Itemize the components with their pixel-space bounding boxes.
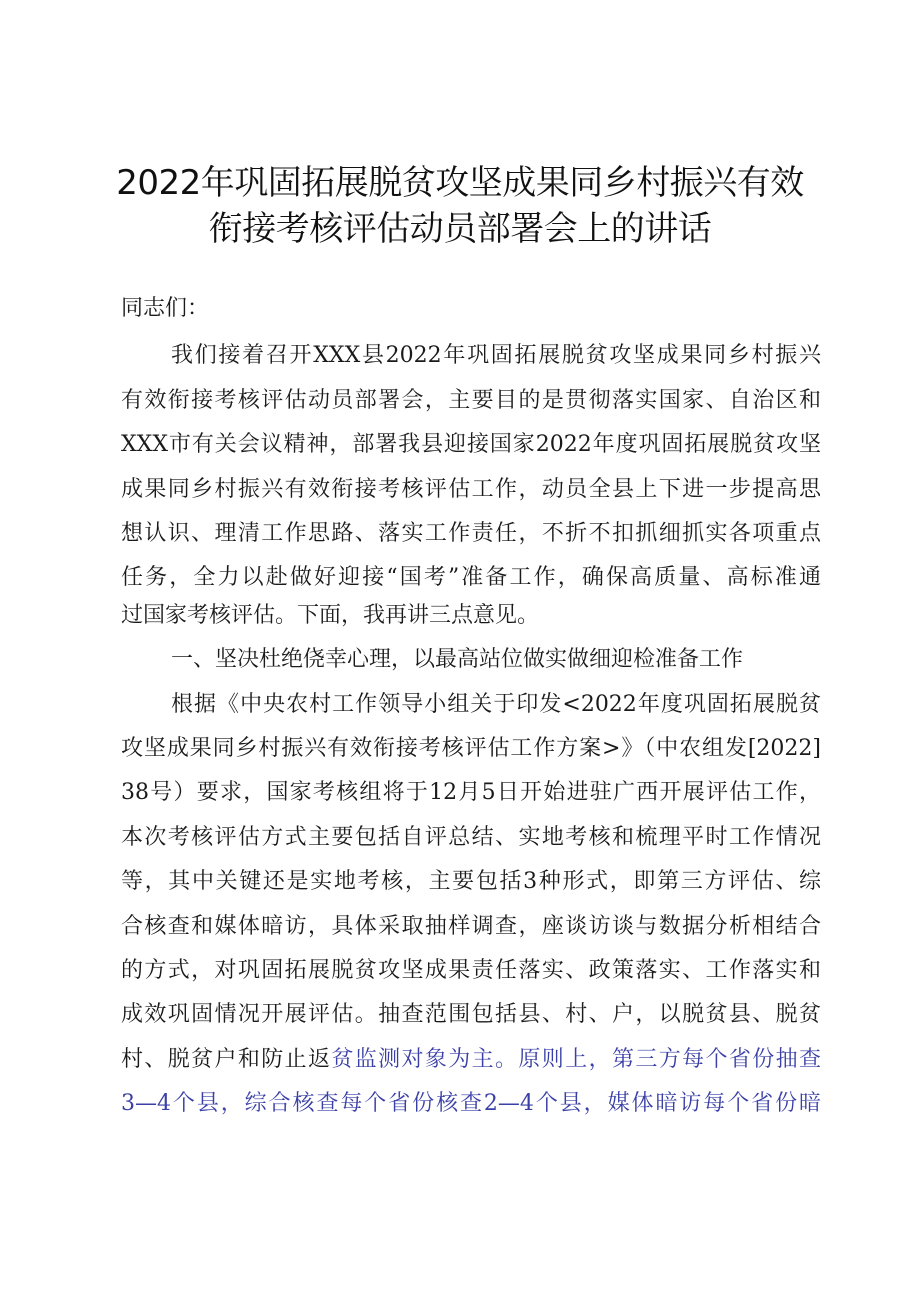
section-heading-1: 一、坚决杜绝侥幸心理，以最高站位做实做细迎检准备工作 xyxy=(171,647,744,672)
paragraph-2-line-6: 合核查和媒体暗访，具体采取抽样调查，座谈访谈与数据分析相结合 xyxy=(121,914,821,939)
paragraph-2-line-9-black: 村、脱贫户和防止返 xyxy=(121,1047,332,1072)
paragraph-2-line-2: 攻坚成果同乡村振兴有效衔接考核评估工作方案>》（中农组发[2022] xyxy=(121,736,821,761)
paragraph-1-line-1: 我们接着召开XXX县2022年巩固拓展脱贫攻坚成果同乡村振兴 xyxy=(171,343,821,368)
paragraph-2-line-4: 本次考核评估方式主要包括自评总结、实地考核和梳理平时工作情况 xyxy=(121,825,821,850)
paragraph-2-line-7: 的方式，对巩固拓展脱贫攻坚成果责任落实、政策落实、工作落实和 xyxy=(121,958,821,983)
paragraph-2-line-5: 等，其中关键还是实地考核，主要包括3种形式，即第三方评估、综 xyxy=(121,869,821,894)
paragraph-2-line-9 xyxy=(121,1045,821,1075)
paragraph-1-line-6: 任务，全力以赴做好迎接“国考”准备工作，确保高质量、高标准通 xyxy=(121,565,821,590)
paragraph-1-line-5: 想认识、理清工作思路、落实工作责任，不折不扣抓细抓实各项重点 xyxy=(121,521,821,546)
paragraph-2-line-3: 38号）要求，国家考核组将于12月5日开始进驻广西开展评估工作， xyxy=(121,780,821,805)
paragraph-2-line-1: 根据《中央农村工作领导小组关于印发<2022年度巩固拓展脱贫 xyxy=(171,692,821,717)
paragraph-1-line-2: 有效衔接考核评估动员部署会，主要目的是贯彻落实国家、自治区和 xyxy=(121,388,821,413)
paragraph-2-line-9-highlight: 贫监测对象为主。原则上，第三方每个省份抽查 xyxy=(331,1047,821,1072)
paragraph-2-line-10-highlight: 3—4个县，综合核查每个省份核查2—4个县，媒体暗访每个省份暗 xyxy=(121,1091,821,1116)
document-title-line-2: 衔接考核评估动员部署会上的讲话 xyxy=(208,209,712,249)
paragraph-1-line-4: 成果同乡村振兴有效衔接考核评估工作，动员全县上下进一步提高思 xyxy=(121,477,821,502)
salutation: 同志们： xyxy=(121,296,210,321)
paragraph-2-line-8: 成效巩固情况开展评估。抽查范围包括县、村、户，以脱贫县、脱贫 xyxy=(121,1002,821,1027)
paragraph-1-line-3: XXX市有关会议精神，部署我县迎接国家2022年度巩固拓展脱贫攻坚 xyxy=(121,432,821,457)
paragraph-1-line-7: 过国家考核评估。下面，我再讲三点意见。 xyxy=(121,603,540,628)
document-title-line-1: 2022年巩固拓展脱贫攻坚成果同乡村振兴有效 xyxy=(116,163,804,203)
